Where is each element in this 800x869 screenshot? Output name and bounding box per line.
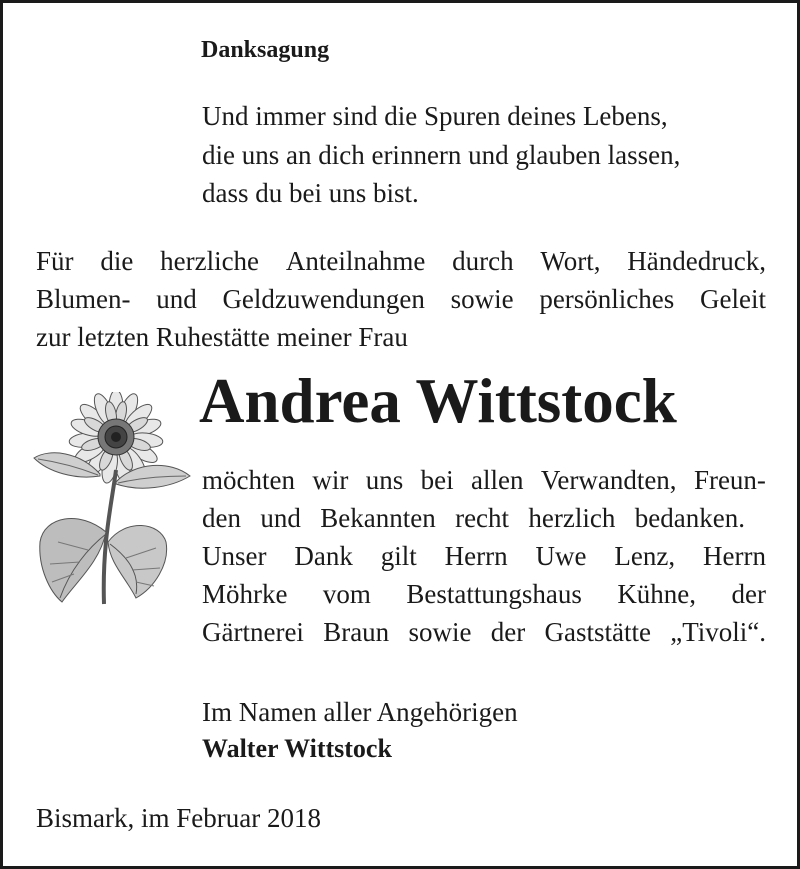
word: Händedruck, — [627, 246, 766, 276]
word: herzlich — [528, 503, 616, 533]
word: Dank — [294, 541, 353, 571]
word: bedanken. — [634, 503, 745, 533]
word: Bestattungshaus — [406, 579, 582, 609]
word: der — [490, 617, 526, 647]
word: die — [100, 246, 134, 276]
poem-line-2: die uns an dich erinnern und glauben lassen, — [202, 140, 681, 170]
word: Uwe — [535, 541, 587, 571]
word: Wort, — [540, 246, 601, 276]
word: wir — [312, 465, 349, 495]
word: der — [731, 579, 766, 609]
word: sowie — [408, 617, 472, 647]
poem-line-3: dass du bei uns bist. — [202, 178, 419, 208]
word: durch — [452, 246, 514, 276]
word: möchten — [202, 465, 295, 495]
word: und — [156, 284, 197, 314]
word: uns — [365, 465, 404, 495]
word: Gaststätte — [544, 617, 651, 647]
thanks-line-1 — [202, 467, 766, 494]
thanks-line-3 — [202, 543, 766, 570]
word: gilt — [380, 541, 417, 571]
word: bei — [420, 465, 454, 495]
place-date: Bismark, im Februar 2018 — [36, 803, 321, 833]
word: Möhrke — [202, 579, 288, 609]
word: Gärtnerei — [202, 617, 304, 647]
word: Braun — [323, 617, 390, 647]
word: Verwandten, — [540, 465, 677, 495]
signature-name: Walter Wittstock — [202, 734, 392, 763]
word: „Tivoli“. — [670, 617, 766, 647]
word: allen — [471, 465, 524, 495]
word: Herrn — [703, 541, 766, 571]
signature-intro: Im Namen aller Angehörigen — [202, 697, 518, 727]
word: Herrn — [444, 541, 508, 571]
word: Geldzuwendungen — [222, 284, 425, 314]
word: recht — [455, 503, 510, 533]
word: Lenz, — [614, 541, 676, 571]
word: und — [260, 503, 301, 533]
word: Unser — [202, 541, 267, 571]
word: Blumen- — [36, 284, 131, 314]
word: Für — [36, 246, 74, 276]
intro-line-2 — [36, 286, 766, 313]
word: Geleit — [700, 284, 766, 314]
word: Kühne, — [617, 579, 697, 609]
word: Anteilnahme — [285, 246, 426, 276]
poem-line-1: Und immer sind die Spuren deines Lebens, — [202, 101, 668, 131]
notice-heading: Danksagung — [201, 37, 330, 63]
sunflower-illustration-icon — [30, 392, 198, 610]
word: persönliches — [539, 284, 675, 314]
thanks-line-4 — [202, 581, 766, 608]
thanks-line-2 — [202, 505, 745, 532]
intro-line-1 — [36, 248, 766, 275]
thanks-line-5 — [202, 619, 766, 646]
deceased-name: Andrea Wittstock — [199, 366, 677, 436]
word: vom — [322, 579, 371, 609]
word: herzliche — [160, 246, 260, 276]
intro-line-3: zur letzten Ruhestätte meiner Frau — [36, 322, 408, 352]
word: Bekannten — [320, 503, 436, 533]
word: Freun- — [693, 465, 766, 495]
word: den — [202, 503, 241, 533]
word: sowie — [450, 284, 514, 314]
